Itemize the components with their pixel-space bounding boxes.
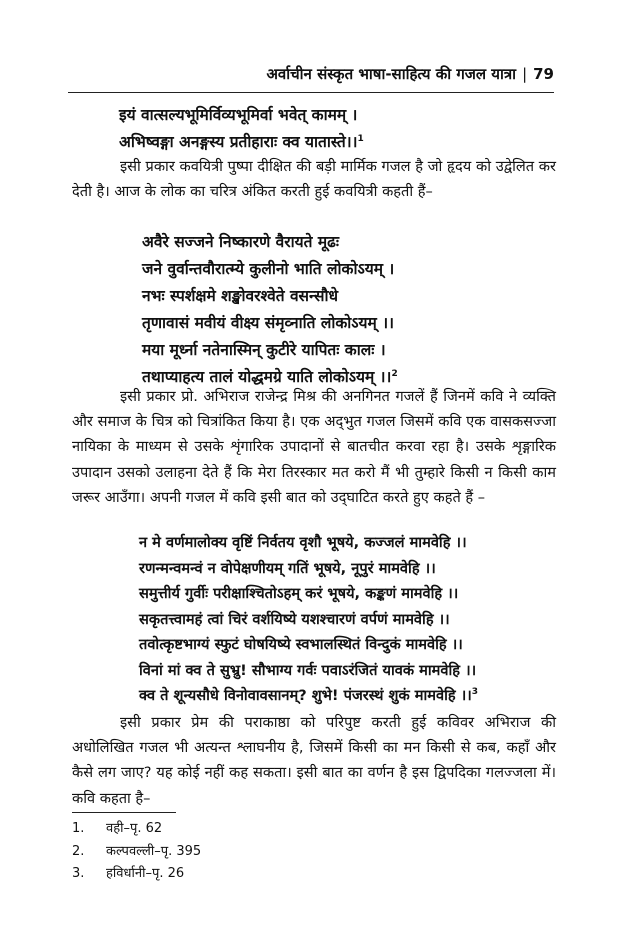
- verse-line: समुत्तीर्य गुर्वीः परीक्षाश्चितोऽहम् करं भूषये, कङ्कणं मामवेहि ।।: [139, 585, 459, 602]
- paragraph-2: इसी प्रकार प्रो. अभिराज राजेन्द्र मिश्र की अनगिनत गजलें हैं जिनमें कवि ने व्यक्ति और समाज के चित्र को चित्रांकित किया है। एक अद्‌भुत गजल जिसमें कवि एक वासकसज्जा नायिका के माध्यम से उसके शृंगारिक उपादानों से बातचीत करवा रहा है। उसके शृङ्गारिक उपादान उसको उलाहना देते हैं कि मेरा तिरस्कार मत करो मैं भी तुम्हारे किसी न किसी काम जरूर आउँगा। अपनी गजल में कवि इसी बात को उद्‌घाटित करते हुए कहते हैं –: [72, 388, 556, 506]
- footnote: 2. कल्पवल्ली–पृ. 395: [72, 843, 202, 859]
- paragraph-3: इसी प्रकार प्रेम की पराकाष्ठा को परिपुष्ट करती हुई कविवर अभिराज की अधोलिखित गजल भी अत्यन्त श्लाघनीय है, जिसमें किसी का मन किसी से कब, कहाँ और कैसे लग जाए? यह कोई नहीं कह सकता। इसी बात का वर्णन है इस द्विपदिका गलज्जला में। कवि कहता है–: [72, 714, 556, 807]
- footnote-ref: 2: [391, 368, 398, 379]
- verse-line: इयं वात्सल्यभूमिर्विव्यभूमिर्वा भवेत् कामम् ।: [119, 106, 358, 124]
- verse-line: रणन्मन्वमन्वं न वोपेक्षणीयम् गतिं भूषये, नूपुरं मामवेहि ।।: [139, 559, 436, 577]
- verse-line: जने वुर्वान्तवौरात्म्ये कुलीनो भाति लोकोऽयम् ।: [142, 260, 395, 278]
- footnote-ref: 3: [471, 687, 479, 698]
- verse-line: अवैरे सज्जने निष्कारणे वैरायते मूढः: [142, 233, 339, 251]
- footnote-ref: 1: [357, 133, 364, 144]
- verse-line: न मे वर्णमालोक्य वृष्टिं निर्वतय वृशौ भूषये, कज्जलं मामवेहि ।।: [139, 534, 467, 551]
- verse-line: नभः स्पर्शक्षमे शङ्खोवरश्वेते वसन्सौधे: [142, 287, 339, 305]
- verse-line: मया मूर्ध्ना नतेनास्मिन् कुटीरे यापितः कालः ।: [142, 341, 386, 359]
- page-number: 79: [533, 65, 554, 83]
- verse-line: विनां मां क्व ते सुभ्रु! सौभाग्य गर्वः पवाऽरंजितं यावकं मामवेहि ।।: [139, 661, 477, 679]
- verse-line: तवोत्कृष्टभाग्यं स्फुटं घोषयिष्ये स्वभालस्थितं विन्दुकं मामवेहि ।।: [139, 636, 463, 653]
- verse-line: क्व ते शून्यसौधे विनोवावसानम्? शुभे! पंजरस्थं शुकं मामवेहि ।।$^3$: [139, 687, 479, 704]
- running-header: [68, 63, 554, 85]
- footnote: 3. हविर्धानी–पृ. 26: [72, 866, 185, 881]
- header-separator: |: [522, 65, 528, 83]
- verse-line: अभिष्वङ्गा अनङ्गस्य प्रतीहाराः क्व यातास्ते।।$^1$: [119, 133, 364, 151]
- verse-block-3: [139, 530, 478, 709]
- paragraph-1: इसी प्रकार कवयित्री पुष्पा दीक्षित की बड़ी मार्मिक गजल है जो हृदय को उद्वेलित कर देती है। आज के लोक का चरित्र अंकित करती हुई कवयित्री कहती हैं–: [72, 158, 556, 201]
- footnote: 1. वही–पृ. 62: [72, 821, 163, 836]
- verse-block-1: [119, 103, 364, 157]
- footnote-rule: [72, 812, 176, 813]
- running-title: अर्वाचीन संस्कृत भाषा-साहित्य की गजल यात्रा: [266, 65, 517, 83]
- verse-line: तथाप्याहत्य तालं योद्धमग्रे याति लोकोऽयम् ।।$^2$: [142, 368, 398, 386]
- verse-line: तृणावासं मवीयं वीक्ष्य संमृव्नाति लोकोऽयम् ।।: [142, 314, 394, 332]
- footnotes: [72, 818, 201, 886]
- header-rule: [68, 92, 554, 93]
- verse-block-2: [142, 230, 398, 392]
- verse-line: सकृतत्त्वामहं त्वां चिरं वर्शयिष्ये यशश्चारणं वर्पणं मामवेहि ।।: [139, 610, 450, 628]
